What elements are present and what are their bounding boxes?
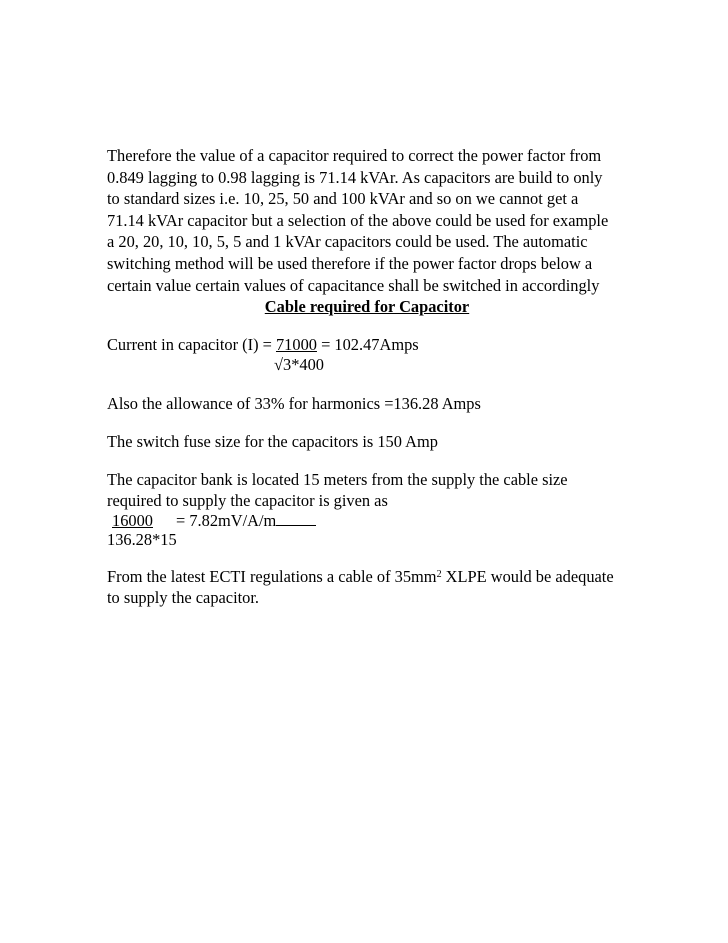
current-denominator: √3*400 — [274, 355, 324, 374]
intro-line: a 20, 20, 10, 10, 5, 5 and 1 kVAr capacitors could be used. The automatic — [107, 232, 588, 252]
section-heading-text: Cable required for Capacitor — [264, 297, 470, 316]
current-equation — [107, 334, 419, 356]
intro-line: 71.14 kVAr capacitor but a selection of the above could be used for example — [107, 210, 609, 230]
conclusion-part-1: From the latest ECTI regulations a cable of 35mm — [107, 567, 437, 586]
cable-size-line-2: required to supply the capacitor is given as — [107, 491, 388, 510]
intro-line: switching method will be used therefore if the power factor drops below a — [107, 253, 593, 273]
cable-result: = 7.82mV/A/m — [176, 511, 277, 530]
cable-size-denominator: 136.28*15 — [107, 530, 177, 549]
cable-size-result — [176, 510, 316, 532]
cable-numerator: 16000 — [112, 511, 153, 530]
current-result: = 102.47Amps — [316, 335, 419, 354]
blank-underline — [276, 511, 316, 526]
harmonics-text: Also the allowance of 33% for harmonics =136.28 Amps — [107, 394, 481, 413]
fuse-text: The switch fuse size for the capacitors is 150 Amp — [107, 432, 438, 451]
conclusion-part-2: XLPE would be adequate — [441, 567, 614, 586]
intro-line: 0.849 lagging to 0.98 lagging is 71.14 kVAr. As capacitors are build to only — [107, 167, 603, 187]
intro-paragraph — [107, 145, 627, 296]
conclusion-line-2: to supply the capacitor. — [107, 588, 260, 607]
conclusion-line-1 — [107, 566, 614, 588]
current-numerator: 71000 — [275, 335, 317, 354]
intro-line: to standard sizes i.e. 10, 25, 50 and 100 kVAr and so on we cannot get a — [107, 189, 579, 209]
intro-line: Therefore the value of a capacitor required to correct the power factor from — [107, 146, 602, 165]
superscript: 2 — [436, 569, 442, 580]
cable-size-line-1: The capacitor bank is located 15 meters from the supply the cable size — [107, 470, 568, 489]
current-prefix: Current in capacitor (I) = — [107, 335, 276, 354]
section-heading — [107, 296, 627, 318]
intro-line: certain value certain values of capacitance shall be switched in accordingly — [107, 275, 600, 295]
